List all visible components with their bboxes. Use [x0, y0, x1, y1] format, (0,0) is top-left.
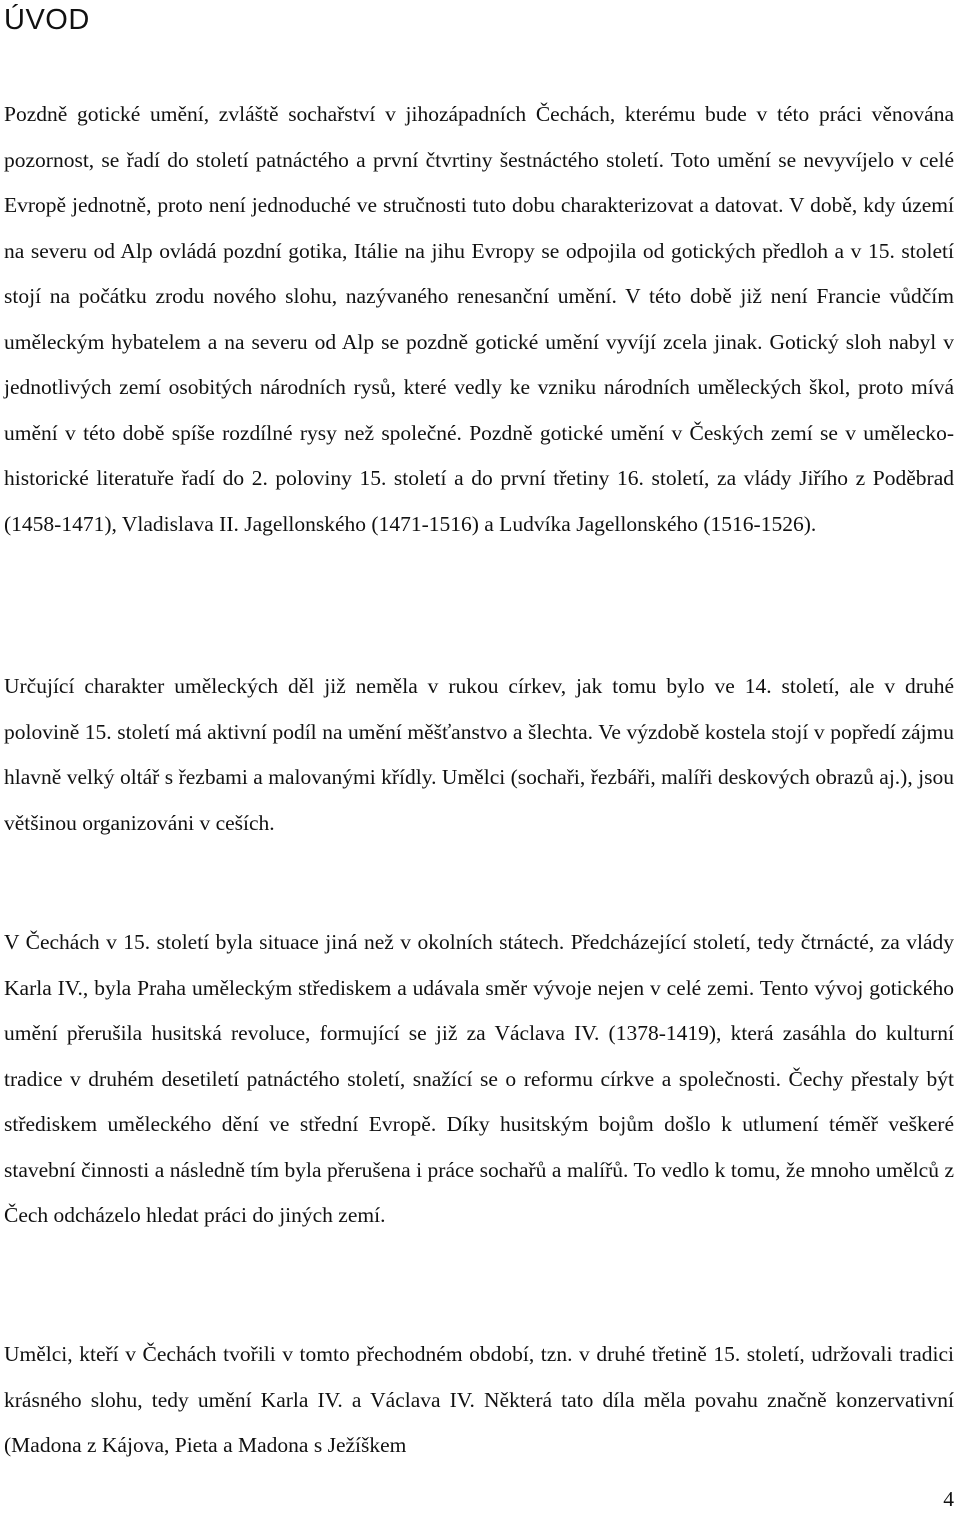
paragraph-3: V Čechách v 15. století byla situace jiná než v okolních státech. Předcházející století, tedy čtrnácté, za vlády Karla IV., byla Praha uměleckým střediskem a udávala směr vývoje nejen v celé zemi. Tento vývoj gotického umění přerušila husitská revoluce, formující se již za Václava IV. (1378-1419), která zasáhla do kulturní tradice v druhém desetiletí patnáctého století, snažící se o reformu církve a společnosti. Čechy přestaly být střediskem uměleckého dění ve střední Evropě. Díky husitským bojům došlo k utlumení téměř veškeré stavební činnosti a následně tím byla přerušena i práce sochařů a malířů. To vedlo k tomu, že mnoho umělců z Čech odcházelo hledat práci do jiných zemí.: [4, 930, 954, 1227]
paragraph-4: Umělci, kteří v Čechách tvořili v tomto přechodném období, tzn. v druhé třetině 15. století, udržovali tradici krásného slohu, tedy umění Karla IV. a Václava IV. Některá tato díla měla povahu značně konzervativní (Madona z Kájova, Pieta a Madona s Ježíškem: [4, 1342, 954, 1457]
paragraph-2: Určující charakter uměleckých děl již neměla v rukou církev, jak tomu bylo ve 14. století, ale v druhé polovině 15. století má aktivní podíl na umění měšťanstvo a šlechta. Ve výzdobě kostela stojí v popředí zájmu hlavně velký oltář s řezbami a malovanými křídly. Umělci (sochaři, řezbáři, malíři deskových obrazů aj.), jsou většinou organizováni v ceších.: [4, 674, 954, 835]
page-number: 4: [943, 1487, 954, 1511]
paragraph-1: Pozdně gotické umění, zvláště sochařství v jihozápadních Čechách, kterému bude v této práci věnována pozornost, se řadí do století patnáctého a první čtvrtiny šestnáctého století. Toto umění se nevyvíjelo v celé Evropě jednotně, proto není jednoduché ve stručnosti tuto dobu charakterizovat a datovat. V době, kdy území na severu od Alp ovládá pozdní gotika, Itálie na jihu Evropy se odpojila od gotických předloh a v 15. století stojí na počátku zrodu nového slohu, nazývaného renesanční umění. V této době již není Francie vůdčím uměleckým hybatelem a na severu od Alp se pozdně gotické umění vyvíjí zcela jinak. Gotický sloh nabyl v jednotlivých zemí osobitých národních rysů, které vedly ke vzniku národních uměleckých škol, proto mívá umění v této době spíše rozdílné rysy než společné. Pozdně gotické umění v Českých zemí se v umělecko-historické literatuře řadí do 2. poloviny 15. století a do první třetiny 16. století, za vlády Jiřího z Poděbrad (1458-1471), Vladislava II. Jagellonského (1471-1516) a Ludvíka Jagellonského (1516-1526).: [4, 102, 954, 536]
page-heading: ÚVOD: [4, 4, 90, 36]
